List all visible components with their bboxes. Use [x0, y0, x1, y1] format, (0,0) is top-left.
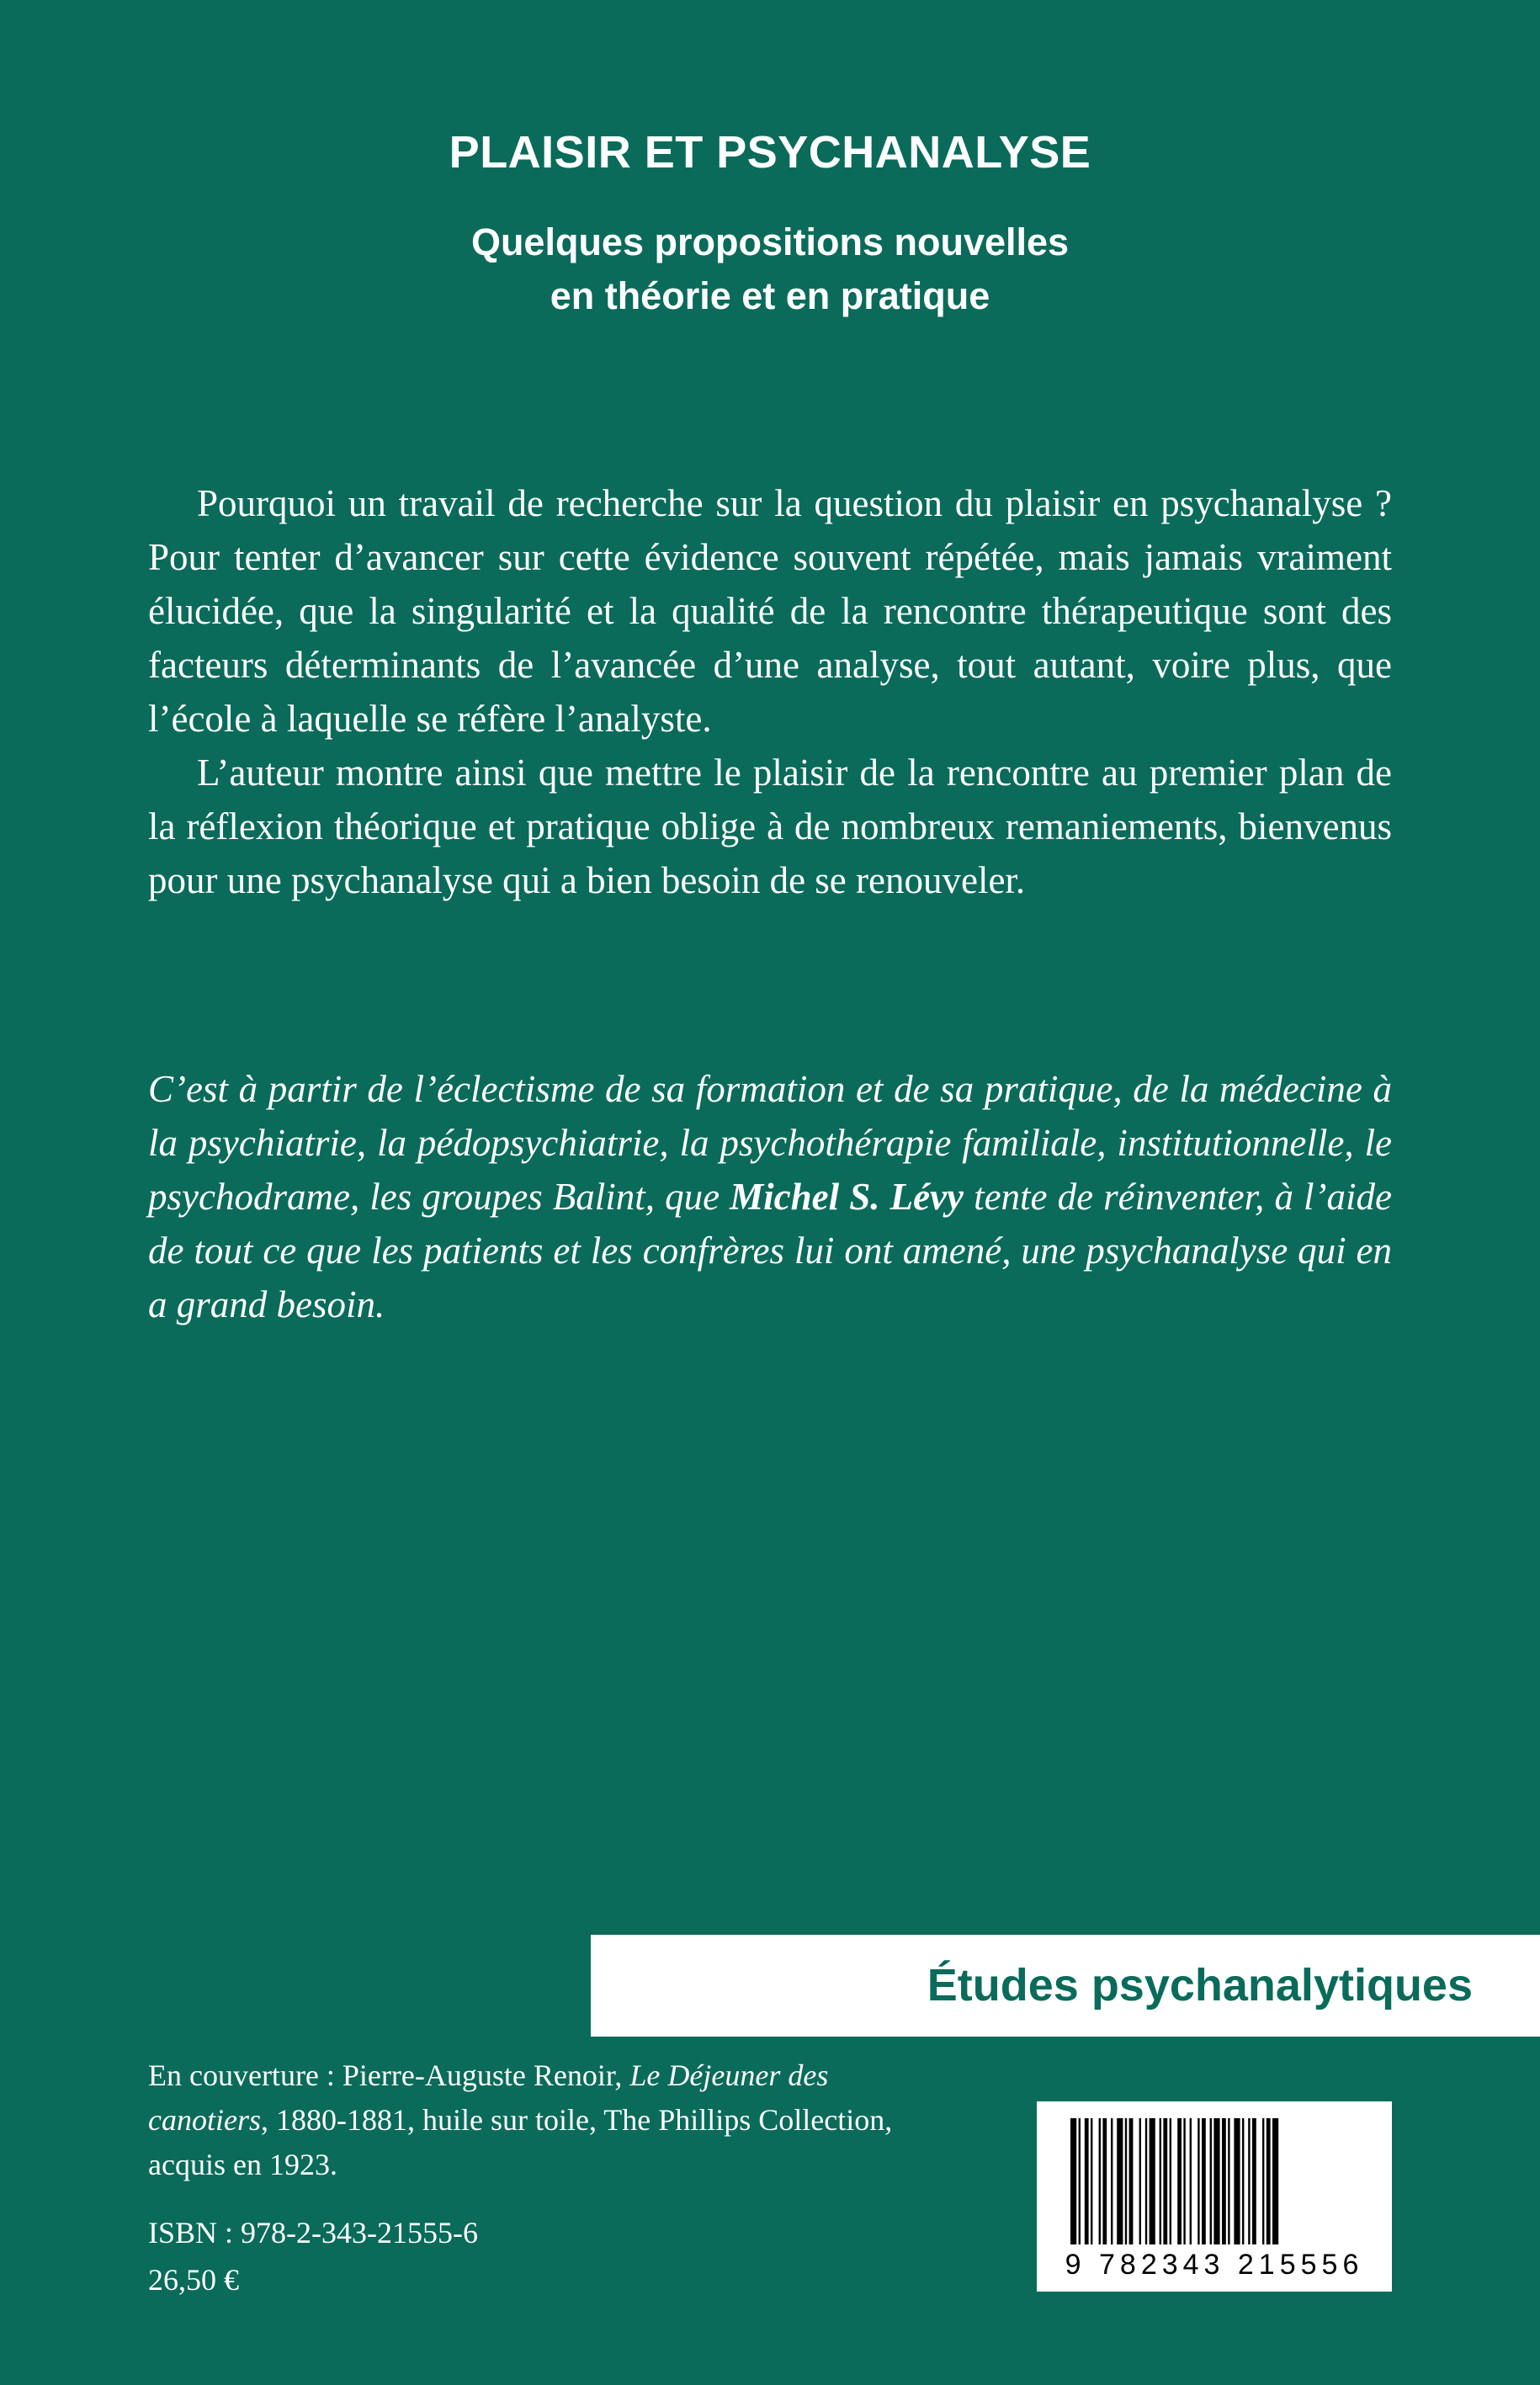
- barcode-bar: [1139, 2118, 1141, 2244]
- series-band: [591, 1935, 1540, 2037]
- barcode-bar: [1111, 2118, 1113, 2244]
- artwork-title: Le Déjeuner des canotiers: [148, 2058, 829, 2137]
- barcode-bar: [1129, 2118, 1134, 2244]
- barcode-bar: [1242, 2118, 1244, 2244]
- barcode-bar: [1117, 2118, 1123, 2244]
- barcode-bar: [1234, 2118, 1240, 2244]
- summary-paragraph-1: Pourquoi un travail de recherche sur la question du plaisir en psychanalyse ? Pour tenter d’avancer sur cette évidence souvent répétée, mais jamais vraiment élucidée, que la singularité et la qualité de la rencontre thérapeutique sont des facteurs déterminants de l’avancée d’une analyse, tout autant, voire plus, que l’école à laquelle se réfère l’analyste.: [148, 482, 1392, 740]
- barcode-bar: [1160, 2118, 1161, 2244]
- summary-paragraph-2: L’auteur montre ainsi que mettre le plaisir de la rencontre au premier plan de la réflexion théorique et pratique oblige à de nombreux remaniements, bienvenus pour une psychanalyse qui a bien besoin de se renouveler.: [148, 752, 1392, 901]
- subtitle-line-1: Quelques propositions nouvelles: [470, 220, 1070, 263]
- barcode-bar: [1091, 2118, 1092, 2244]
- barcode-bars: [1054, 2118, 1375, 2244]
- bio-text-before: C’est à partir de l’éclectisme de sa formation et de sa pratique, de la médecine à la psychiatrie, la pédopsychiatrie, la psychothérapie familiale, institutionnelle, le psychodrame, les groupes Balint, que: [148, 1068, 1392, 1218]
- barcode-bar: [1183, 2118, 1185, 2244]
- isbn-text: ISBN : 978-2-343-21555-6: [148, 2216, 478, 2250]
- credits-suffix: , 1880-1881, huile sur toile, The Phillips Collection, acquis en 1923.: [148, 2103, 893, 2181]
- barcode-bar: [1252, 2118, 1256, 2244]
- author-bio: [148, 1062, 1392, 1331]
- credits-prefix: En couverture : Pierre-Auguste Renoir,: [148, 2058, 630, 2092]
- barcode-bar: [1222, 2118, 1226, 2244]
- book-title: PLAISIR ET PSYCHANALYSE: [449, 127, 1091, 178]
- barcode-bar: [1170, 2118, 1171, 2244]
- barcode-bar: [1177, 2118, 1182, 2244]
- subtitle-line-2: en théorie et en pratique: [550, 274, 990, 317]
- bio-text-after: tente de réinventer, à l’aide de tout ce que les patients et les confrères lui ont amené, une psychanalyse qui en a grand besoin.: [148, 1176, 1392, 1325]
- barcode-bar: [1262, 2118, 1264, 2244]
- barcode-bar: [1190, 2118, 1192, 2244]
- barcode-bar: [1070, 2118, 1076, 2244]
- barcode-bar: [1125, 2118, 1127, 2244]
- barcode-bar: [1079, 2118, 1081, 2244]
- barcode-digits: 9 782343 215556: [1065, 2249, 1364, 2281]
- barcode-bar: [1163, 2118, 1167, 2244]
- barcode-bar: [1267, 2118, 1271, 2244]
- barcode-bar: [1197, 2118, 1199, 2244]
- series-label: Études psychanalytiques: [927, 1960, 1473, 2011]
- barcode-bar: [1099, 2118, 1101, 2244]
- summary-text: [148, 476, 1392, 907]
- barcode-bar: [1272, 2118, 1278, 2244]
- barcode-bar: [1145, 2118, 1147, 2244]
- cover-credits: [148, 2053, 905, 2187]
- barcode-bar: [1228, 2118, 1229, 2244]
- barcode-bar: [1150, 2118, 1155, 2244]
- barcode-bar: [1213, 2118, 1219, 2244]
- barcode-bar: [1210, 2118, 1212, 2244]
- author-name: Michel S. Lévy: [730, 1176, 964, 1218]
- barcode-bar: [1085, 2118, 1089, 2244]
- book-subtitle: [0, 215, 1540, 323]
- price-text: 26,50 €: [148, 2263, 239, 2297]
- barcode: [1037, 2101, 1392, 2292]
- barcode-bar: [1202, 2118, 1206, 2244]
- barcode-bar: [1248, 2118, 1250, 2244]
- barcode-bar: [1102, 2118, 1107, 2244]
